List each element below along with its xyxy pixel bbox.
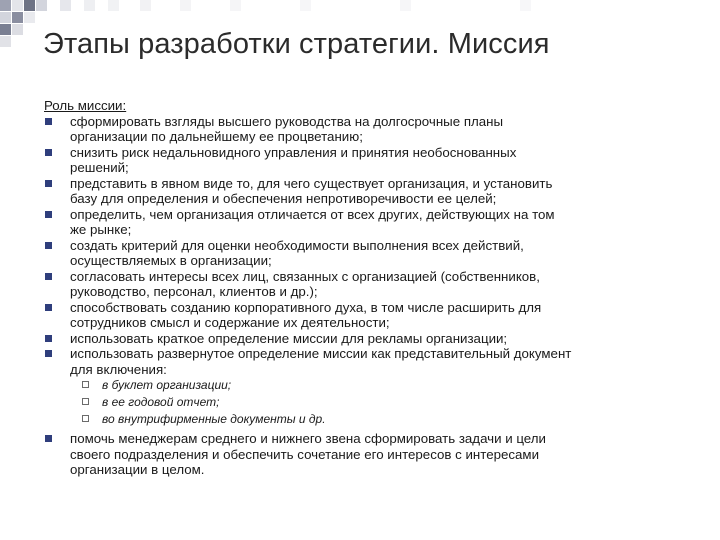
list-item: способствовать созданию корпоративного духа, в том числе расширить для сотрудников смысл и содержание их деятельности; <box>44 300 684 331</box>
sub-list-item: во внутрифирменные документы и др. <box>44 411 684 428</box>
list-item: использовать развернутое определение миссии как представительный документ для включения: <box>44 346 684 377</box>
list-item: сформировать взгляды высшего руководства на долгосрочные планы организации по дальнейшему ее процветанию; <box>44 114 684 145</box>
inclusion-sublist <box>44 377 684 428</box>
square-bullet-icon <box>45 211 52 218</box>
list-item: согласовать интересы всех лиц, связанных с организацией (собственников, руководство, персонал, клиентов и др.); <box>44 269 684 300</box>
mission-role-list <box>44 114 684 378</box>
mission-role-list-continued <box>44 431 684 478</box>
square-bullet-icon <box>45 180 52 187</box>
square-bullet-icon <box>45 304 52 311</box>
list-item: помочь менеджерам среднего и нижнего звена сформировать задачи и цели своего подразделения и обеспечить сочетание его интересов с интересами организации в целом. <box>44 431 684 478</box>
square-bullet-icon <box>45 118 52 125</box>
hollow-square-bullet-icon <box>82 381 89 388</box>
sub-list-item: в буклет организации; <box>44 377 684 394</box>
square-bullet-icon <box>45 435 52 442</box>
list-item: снизить риск недальновидного управления и принятия необоснованных решений; <box>44 145 684 176</box>
square-bullet-icon <box>45 335 52 342</box>
list-item: использовать краткое определение миссии для рекламы организации; <box>44 331 684 347</box>
list-item: создать критерий для оценки необходимости выполнения всех действий, осуществляемых в организации; <box>44 238 684 269</box>
sub-list-item: в ее годовой отчет; <box>44 394 684 411</box>
list-item: представить в явном виде то, для чего существует организация, и установить базу для определения и обеспечения непротиворечивости ее целей; <box>44 176 684 207</box>
square-bullet-icon <box>45 149 52 156</box>
hollow-square-bullet-icon <box>82 415 89 422</box>
square-bullet-icon <box>45 242 52 249</box>
list-item: определить, чем организация отличается от всех других, действующих на том же рынке; <box>44 207 684 238</box>
section-heading: Роль миссии: <box>44 98 127 113</box>
square-bullet-icon <box>45 273 52 280</box>
mission-content <box>44 98 684 478</box>
square-bullet-icon <box>45 350 52 357</box>
hollow-square-bullet-icon <box>82 398 89 405</box>
page-title: Этапы разработки стратегии. Миссия <box>43 28 550 60</box>
